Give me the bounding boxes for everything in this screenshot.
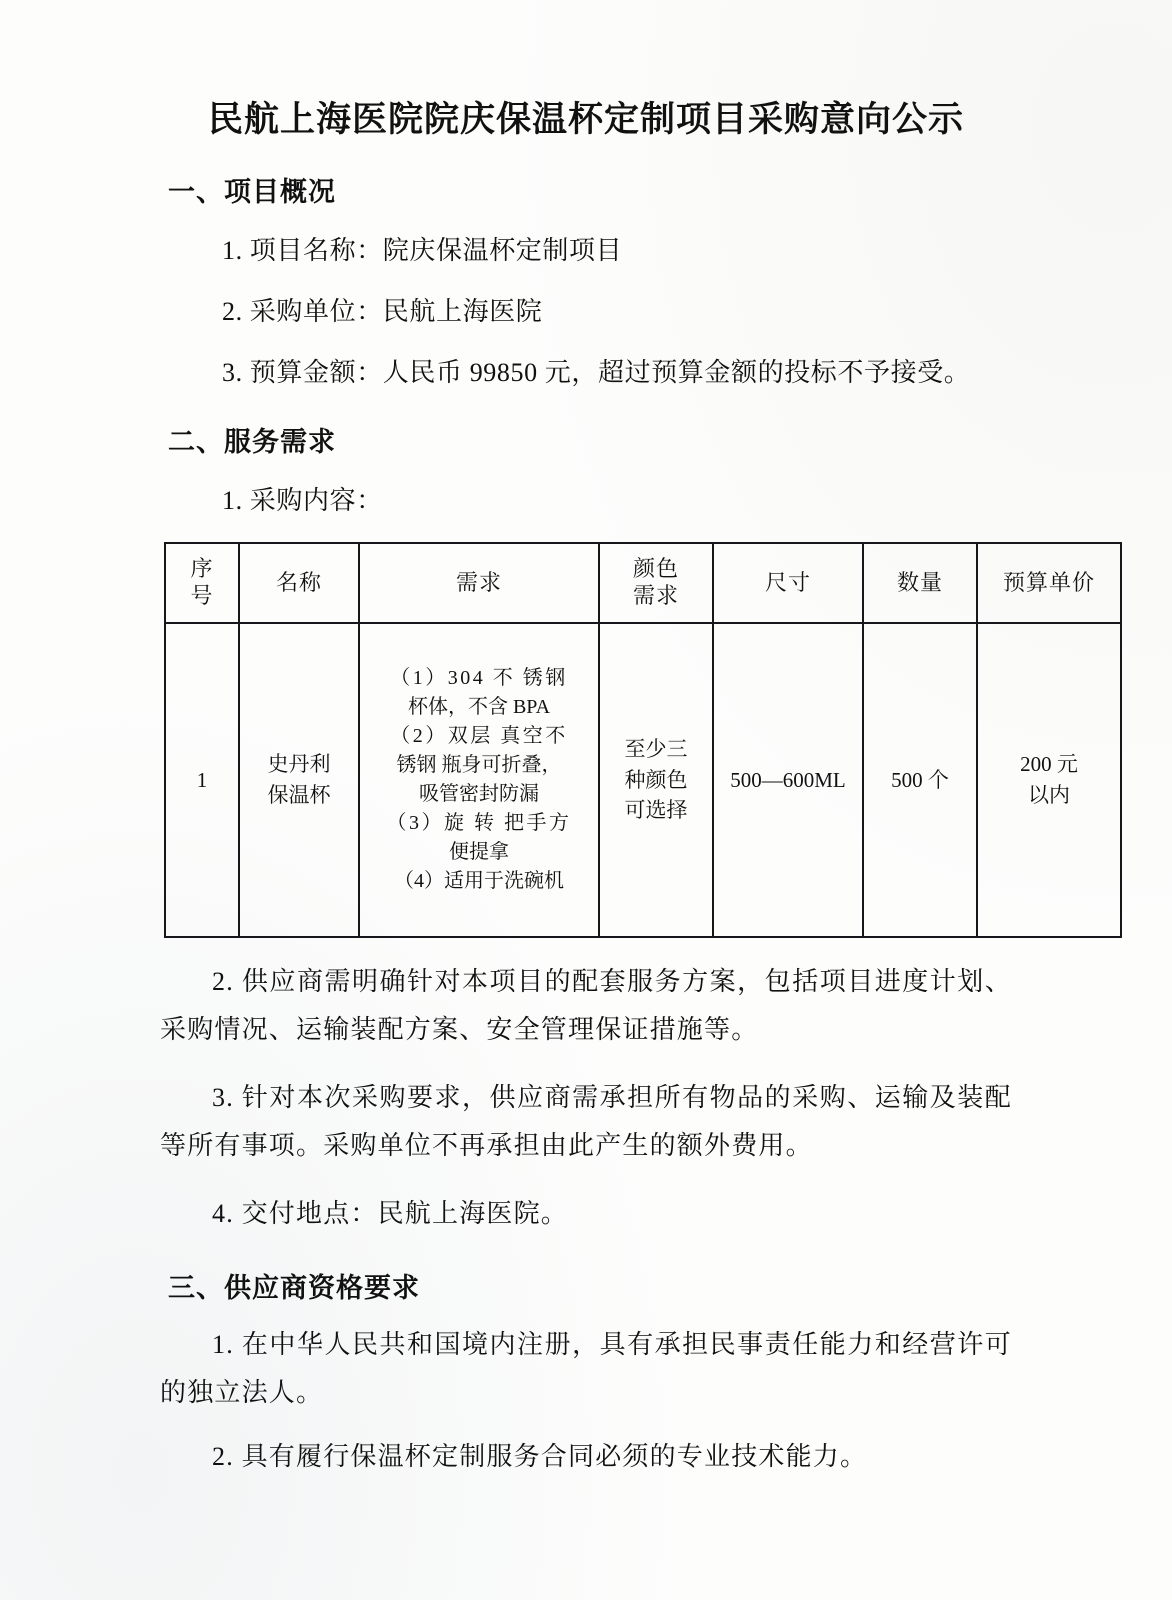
requirement-line-5: 吸管密封防漏	[419, 782, 539, 805]
cell-name-line1: 史丹利	[267, 752, 331, 777]
column-header-no-line2: 号	[190, 582, 214, 608]
procurement-table	[164, 542, 1122, 938]
service-item-procurement-content: 1. 采购内容：	[222, 485, 383, 515]
table-header	[165, 543, 1121, 623]
column-header-unit-price: 预算单价	[977, 543, 1121, 623]
overview-item-purchaser: 2. 采购单位：民航上海医院	[222, 296, 543, 326]
column-header-requirement: 需求	[359, 543, 599, 623]
section-heading-service-requirements: 二、服务需求	[168, 426, 336, 457]
requirement-line-7: 便提拿	[449, 840, 509, 863]
column-header-name: 名称	[239, 543, 359, 623]
page-title: 民航上海医院院庆保温杯定制项目采购意向公示	[207, 100, 964, 139]
cell-name-line2: 保温杯	[267, 782, 331, 807]
table-row	[165, 623, 1121, 937]
table-body	[165, 623, 1121, 937]
column-header-no-line1: 序	[190, 556, 214, 582]
cell-no: 1	[165, 623, 239, 937]
requirement-line-3: （2）双层 真空不	[390, 724, 568, 747]
column-header-size: 尺寸	[713, 543, 863, 623]
overview-item-project-name: 1. 项目名称：院庆保温杯定制项目	[222, 235, 623, 265]
cell-unit-price-line2: 以内	[1028, 782, 1070, 807]
qualification-paragraph-technical-ability: 2. 具有履行保温杯定制服务合同必须的专业技术能力。	[212, 1442, 868, 1472]
section-heading-supplier-qualification: 三、供应商资格要求	[168, 1273, 420, 1304]
column-header-color	[599, 543, 713, 623]
column-header-quantity: 数量	[863, 543, 977, 623]
requirement-line-4: 锈钢 瓶身可折叠，	[396, 753, 562, 776]
qualification-paragraph-registration: 1. 在中华人民共和国境内注册，具有承担民事责任能力和经营许可的独立法人。	[160, 1330, 1012, 1408]
procurement-table-wrapper	[0, 542, 1172, 938]
cell-color-line2: 种颜色	[624, 767, 688, 792]
column-header-color-line2: 需求	[632, 582, 679, 608]
cell-quantity: 500 个	[863, 623, 977, 937]
requirement-line-2: 杯体，不含 BPA	[407, 695, 551, 718]
section-heading-overview: 一、项目概况	[168, 176, 336, 207]
cell-name	[239, 623, 359, 937]
cell-size: 500—600ML	[713, 623, 863, 937]
cell-color-line3: 可选择	[624, 797, 688, 822]
service-paragraph-responsibility: 3. 针对本次采购要求，供应商需承担所有物品的采购、运输及装配等所有事项。采购单位不再承担由此产生的额外费用。	[160, 1082, 1012, 1161]
cell-color-line1: 至少三	[624, 737, 688, 762]
service-paragraph-supporting-plan: 2. 供应商需明确针对本项目的配套服务方案，包括项目进度计划、采购情况、运输装配方案、安全管理保证措施等。	[160, 966, 1012, 1044]
table-header-row	[165, 543, 1121, 623]
requirement-line-1: （1）304 不 锈钢	[390, 666, 568, 689]
column-header-color-line1: 颜色	[632, 556, 679, 582]
overview-item-budget: 3. 预算金额：人民币 99850 元，超过预算金额的投标不予接受。	[222, 357, 971, 387]
cell-unit-price-line1: 200 元	[1020, 752, 1078, 777]
requirement-line-8: （4）适用于洗碗机	[394, 869, 564, 892]
service-paragraph-delivery-location: 4. 交付地点：民航上海医院。	[212, 1199, 569, 1229]
column-header-no	[165, 543, 239, 623]
cell-requirement	[359, 623, 599, 937]
cell-color	[599, 623, 713, 937]
requirement-line-6: （3）旋 转 把手方	[386, 811, 572, 834]
cell-unit-price	[977, 623, 1121, 937]
